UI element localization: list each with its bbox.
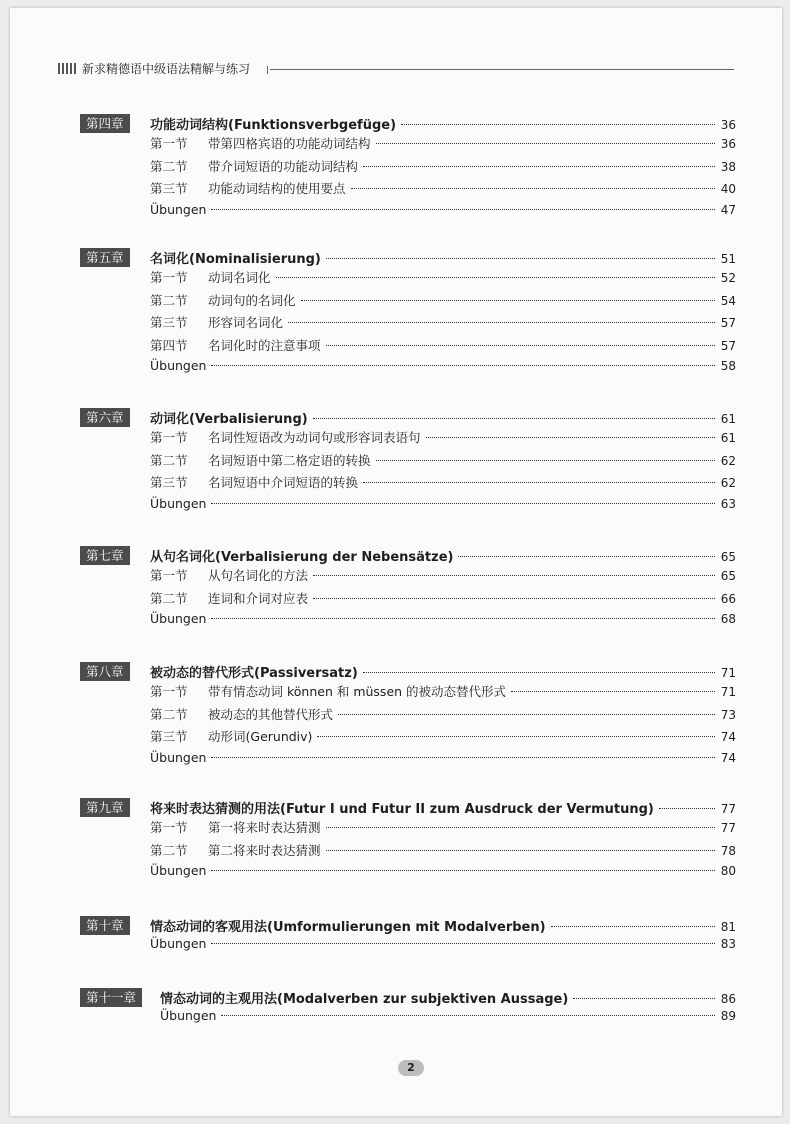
toc-entry-exercises[interactable] (160, 1008, 736, 1031)
leader-dots (426, 437, 715, 438)
section-title: 带介词短语的功能动词结构 (208, 158, 359, 174)
section-title: 名词化时的注意事项 (208, 337, 321, 353)
leader-dots (401, 124, 715, 125)
page-ref: 57 (720, 316, 736, 330)
toc-entry[interactable] (150, 727, 736, 750)
chapter-11 (80, 986, 736, 1031)
chapter-8 (80, 660, 736, 772)
page-ref: 71 (720, 666, 736, 680)
toc-entry[interactable] (150, 291, 736, 314)
chapter-title-entry[interactable] (150, 248, 736, 267)
page-ref: 61 (720, 412, 736, 426)
page-ref: 81 (720, 920, 736, 934)
section-title: 带有情态动词 können 和 müssen 的被动态替代形式 (208, 684, 507, 699)
section-number: 第二节 (150, 706, 188, 722)
section-title: Übungen (150, 358, 207, 373)
toc-entry[interactable] (150, 473, 736, 496)
leader-dots (573, 998, 715, 999)
leader-dots (511, 691, 715, 692)
section-title: Übungen (150, 495, 207, 511)
page-ref: 51 (720, 252, 736, 266)
leader-dots (326, 345, 715, 346)
section-number: 第二节 (150, 452, 188, 468)
section-title: Übungen (150, 749, 207, 765)
chapter-title-entry[interactable] (150, 114, 736, 133)
leader-dots (211, 209, 715, 210)
section-number: 第三节 (150, 475, 188, 490)
leader-dots (313, 598, 715, 599)
chapter-heading (80, 914, 736, 936)
leader-dots (211, 618, 715, 619)
book-title: 新求精德语中级语法精解与练习 (82, 62, 251, 76)
chapter-heading (80, 660, 736, 682)
section-number: 第一节 (150, 430, 188, 445)
toc-entry[interactable] (150, 268, 736, 291)
chapter-7 (80, 544, 736, 634)
chapter-number-badge: 第十章 (80, 916, 130, 935)
page-ref: 80 (720, 864, 736, 878)
section-title: Übungen (150, 863, 207, 878)
chapter-number-badge: 第七章 (80, 546, 130, 565)
section-title: 从句名词化的方法 (208, 568, 309, 583)
page-ref: 36 (720, 118, 736, 132)
leader-dots (288, 322, 715, 323)
page-ref: 65 (720, 569, 736, 583)
leader-dots (211, 870, 715, 871)
chapter-title-entry[interactable] (150, 798, 736, 817)
chapter-title: 功能动词结构(Funktionsverbgefüge) (150, 118, 397, 133)
header-bars-decoration (58, 63, 80, 74)
section-number: 第三节 (150, 729, 188, 744)
chapter-6 (80, 406, 736, 518)
page-ref: 62 (720, 453, 736, 468)
section-number: 第一节 (150, 270, 188, 285)
toc-entry-exercises[interactable] (150, 750, 736, 773)
leader-dots (351, 188, 715, 189)
section-title: 动词句的名词化 (208, 292, 296, 308)
page-ref: 83 (720, 937, 736, 951)
section-title: Übungen (150, 611, 207, 626)
page-ref: 77 (720, 802, 736, 816)
chapter-title: 名词化(Nominalisierung) (150, 252, 321, 267)
toc-entry-exercises[interactable] (150, 358, 736, 381)
leader-dots (338, 714, 715, 715)
page-ref: 86 (720, 992, 736, 1006)
section-number: 第一节 (150, 820, 188, 835)
page-ref: 66 (720, 591, 736, 606)
chapter-title: 动词化(Verbalisierung) (150, 412, 308, 427)
chapter-number-badge: 第十一章 (80, 988, 142, 1007)
section-title: 连词和介词对应表 (208, 590, 309, 606)
leader-dots (313, 575, 715, 576)
section-title: 名词短语中第二格定语的转换 (208, 452, 371, 468)
page-ref: 54 (720, 293, 736, 308)
toc-entry[interactable] (150, 818, 736, 841)
toc-entry[interactable] (150, 313, 736, 336)
chapter-title: 从句名词化(Verbalisierung der Nebensätze) (150, 550, 454, 565)
section-number: 第二节 (150, 590, 188, 606)
section-number: 第二节 (150, 292, 188, 308)
leader-dots (313, 418, 715, 419)
page-ref: 36 (720, 137, 736, 151)
page-number-badge: 2 (398, 1060, 424, 1076)
toc-entry[interactable] (150, 566, 736, 589)
chapter-heading (80, 986, 736, 1008)
page-ref: 77 (720, 821, 736, 835)
chapter-10 (80, 914, 736, 959)
chapter-title-entry[interactable] (160, 988, 736, 1007)
section-title: Übungen (150, 936, 207, 951)
toc-entry[interactable] (150, 451, 736, 474)
leader-dots (326, 827, 715, 828)
toc-entry[interactable] (150, 336, 736, 359)
chapter-heading (80, 796, 736, 818)
chapter-title: 被动态的替代形式(Passiversatz) (150, 666, 358, 681)
chapter-heading (80, 544, 736, 566)
leader-dots (326, 258, 715, 259)
chapter-number-badge: 第八章 (80, 662, 130, 681)
chapter-number-badge: 第五章 (80, 248, 130, 267)
toc-entry[interactable] (150, 682, 736, 705)
toc-entry-exercises[interactable] (150, 936, 736, 959)
section-number: 第一节 (150, 136, 188, 151)
page-ref: 73 (720, 707, 736, 722)
toc-entry[interactable] (150, 589, 736, 612)
toc-entry[interactable] (150, 428, 736, 451)
toc-entry[interactable] (150, 179, 736, 202)
section-title: 形容词名词化 (208, 315, 284, 330)
toc-entry[interactable] (150, 705, 736, 728)
leader-dots (301, 300, 715, 301)
leader-dots (211, 503, 715, 504)
chapter-number-badge: 第九章 (80, 798, 130, 817)
section-number: 第三节 (150, 315, 188, 330)
section-number: 第二节 (150, 158, 188, 174)
chapter-title-entry[interactable] (150, 546, 736, 565)
toc-entry-exercises[interactable] (150, 496, 736, 519)
section-title: 名词短语中介词短语的转换 (208, 475, 359, 490)
leader-dots (211, 943, 715, 944)
page-ref: 62 (720, 476, 736, 490)
chapter-heading (80, 246, 736, 268)
page-ref: 47 (720, 202, 736, 217)
chapter-number-badge: 第四章 (80, 114, 130, 133)
page-ref: 61 (720, 431, 736, 445)
toc-entry[interactable] (150, 841, 736, 864)
toc-entry-exercises[interactable] (150, 863, 736, 886)
chapter-heading (80, 112, 736, 134)
page-ref: 57 (720, 338, 736, 353)
section-title: 名词性短语改为动词句或形容词表语句 (208, 430, 421, 445)
chapter-title-entry[interactable] (150, 662, 736, 681)
page-ref: 71 (720, 685, 736, 699)
page-ref: 40 (720, 182, 736, 196)
page-ref: 38 (720, 159, 736, 174)
leader-dots (363, 482, 715, 483)
leader-dots (659, 808, 715, 809)
toc-entry-exercises[interactable] (150, 202, 736, 225)
section-number: 第二节 (150, 842, 188, 858)
page-ref: 78 (720, 843, 736, 858)
page-ref: 65 (720, 550, 736, 564)
page-ref: 58 (720, 359, 736, 373)
header-rule (270, 69, 734, 70)
section-title: 被动态的其他替代形式 (208, 706, 334, 722)
section-number: 第一节 (150, 684, 188, 699)
leader-dots (376, 143, 715, 144)
leader-dots (363, 672, 715, 673)
leader-dots (211, 365, 715, 366)
chapter-4 (80, 112, 736, 224)
chapter-title: 情态动词的客观用法(Umformulierungen mit Modalverben) (150, 920, 546, 935)
chapter-heading (80, 406, 736, 428)
chapter-title-entry[interactable] (150, 916, 736, 935)
chapter-title: 情态动词的主观用法(Modalverben zur subjektiven Aussage) (160, 992, 569, 1007)
page-ref: 52 (720, 271, 736, 285)
section-title: 第一将来时表达猜测 (208, 820, 321, 835)
leader-dots (376, 460, 715, 461)
section-title: 动词名词化 (208, 270, 271, 285)
section-title: 功能动词结构的使用要点 (208, 181, 346, 196)
section-title: 动形词(Gerundiv) (208, 729, 313, 744)
page-ref: 68 (720, 612, 736, 626)
section-title: Übungen (150, 201, 207, 217)
toc-entry[interactable] (150, 157, 736, 180)
leader-dots (317, 736, 715, 737)
chapter-title-entry[interactable] (150, 408, 736, 427)
leader-dots (211, 757, 715, 758)
chapter-number-badge: 第六章 (80, 408, 130, 427)
chapter-title: 将来时表达猜测的用法(Futur I und Futur II zum Ausdruck der Vermutung) (150, 802, 654, 817)
section-title: 第二将来时表达猜测 (208, 842, 321, 858)
leader-dots (221, 1015, 715, 1016)
leader-dots (276, 277, 715, 278)
section-number: 第一节 (150, 568, 188, 583)
section-number: 第四节 (150, 337, 188, 353)
section-title: Übungen (160, 1008, 217, 1023)
leader-dots (458, 556, 715, 557)
chapter-5 (80, 246, 736, 381)
page-ref: 74 (720, 750, 736, 765)
running-header (58, 62, 734, 76)
page-ref: 63 (720, 496, 736, 511)
toc-entry-exercises[interactable] (150, 611, 736, 634)
page-ref: 74 (720, 730, 736, 744)
page-ref: 89 (720, 1009, 736, 1023)
chapter-9 (80, 796, 736, 886)
section-title: 带第四格宾语的功能动词结构 (208, 136, 371, 151)
leader-dots (363, 166, 715, 167)
leader-dots (326, 850, 715, 851)
leader-dots (551, 926, 715, 927)
toc-entry[interactable] (150, 134, 736, 157)
section-number: 第三节 (150, 181, 188, 196)
